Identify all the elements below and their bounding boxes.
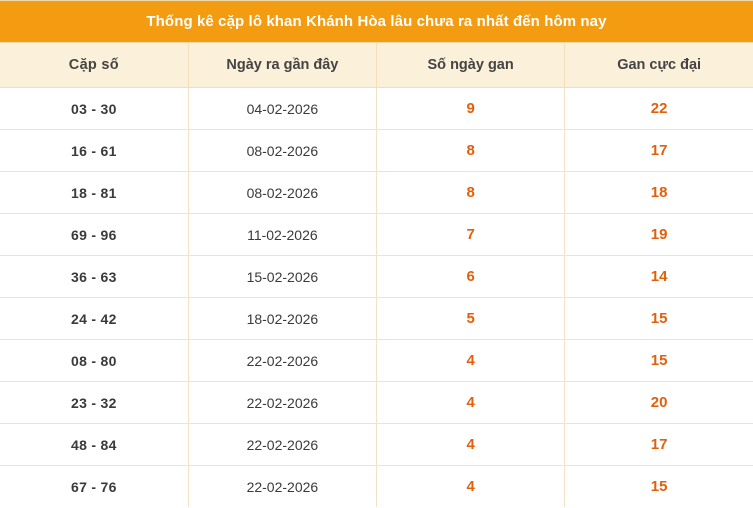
cell-gan-days: 8 xyxy=(377,130,565,172)
cell-max-gan: 19 xyxy=(565,214,753,256)
cell-pair: 67 - 76 xyxy=(0,466,188,508)
cell-recent-date: 22-02-2026 xyxy=(188,424,376,466)
table-row xyxy=(0,130,753,172)
cell-recent-date: 11-02-2026 xyxy=(188,214,376,256)
cell-recent-date: 15-02-2026 xyxy=(188,256,376,298)
table-row xyxy=(0,340,753,382)
cell-recent-date: 08-02-2026 xyxy=(188,130,376,172)
cell-gan-days: 5 xyxy=(377,298,565,340)
cell-pair: 16 - 61 xyxy=(0,130,188,172)
cell-max-gan: 20 xyxy=(565,382,753,424)
cell-pair: 23 - 32 xyxy=(0,382,188,424)
table-title: Thống kê cặp lô khan Khánh Hòa lâu chưa ra nhất đến hôm nay xyxy=(0,1,753,43)
cell-pair: 18 - 81 xyxy=(0,172,188,214)
cell-recent-date: 22-02-2026 xyxy=(188,340,376,382)
cell-max-gan: 14 xyxy=(565,256,753,298)
table-row xyxy=(0,424,753,466)
table-body xyxy=(0,88,753,508)
cell-pair: 36 - 63 xyxy=(0,256,188,298)
cell-max-gan: 17 xyxy=(565,130,753,172)
column-header-max-gan: Gan cực đại xyxy=(565,43,753,88)
cell-max-gan: 18 xyxy=(565,172,753,214)
cell-recent-date: 18-02-2026 xyxy=(188,298,376,340)
column-header-pair: Cặp số xyxy=(0,43,188,88)
cell-gan-days: 8 xyxy=(377,172,565,214)
table-row xyxy=(0,298,753,340)
cell-gan-days: 4 xyxy=(377,382,565,424)
cell-max-gan: 15 xyxy=(565,466,753,508)
cell-max-gan: 17 xyxy=(565,424,753,466)
column-header-gan-days: Số ngày gan xyxy=(377,43,565,88)
table-head xyxy=(0,1,753,88)
cell-recent-date: 04-02-2026 xyxy=(188,88,376,130)
cell-recent-date: 08-02-2026 xyxy=(188,172,376,214)
cell-max-gan: 15 xyxy=(565,298,753,340)
cell-gan-days: 9 xyxy=(377,88,565,130)
cell-gan-days: 4 xyxy=(377,466,565,508)
cell-recent-date: 22-02-2026 xyxy=(188,466,376,508)
cell-gan-days: 7 xyxy=(377,214,565,256)
table-row xyxy=(0,256,753,298)
cell-max-gan: 22 xyxy=(565,88,753,130)
cell-pair: 03 - 30 xyxy=(0,88,188,130)
column-header-recent-date: Ngày ra gần đây xyxy=(188,43,376,88)
table-row xyxy=(0,466,753,508)
table-row xyxy=(0,214,753,256)
table-row xyxy=(0,88,753,130)
cell-pair: 24 - 42 xyxy=(0,298,188,340)
cell-gan-days: 4 xyxy=(377,340,565,382)
cell-pair: 48 - 84 xyxy=(0,424,188,466)
table-row xyxy=(0,172,753,214)
table-header-row xyxy=(0,43,753,88)
table-title-row xyxy=(0,1,753,43)
cell-pair: 69 - 96 xyxy=(0,214,188,256)
cell-max-gan: 15 xyxy=(565,340,753,382)
cell-gan-days: 6 xyxy=(377,256,565,298)
cell-gan-days: 4 xyxy=(377,424,565,466)
table-row xyxy=(0,382,753,424)
cell-pair: 08 - 80 xyxy=(0,340,188,382)
cell-recent-date: 22-02-2026 xyxy=(188,382,376,424)
